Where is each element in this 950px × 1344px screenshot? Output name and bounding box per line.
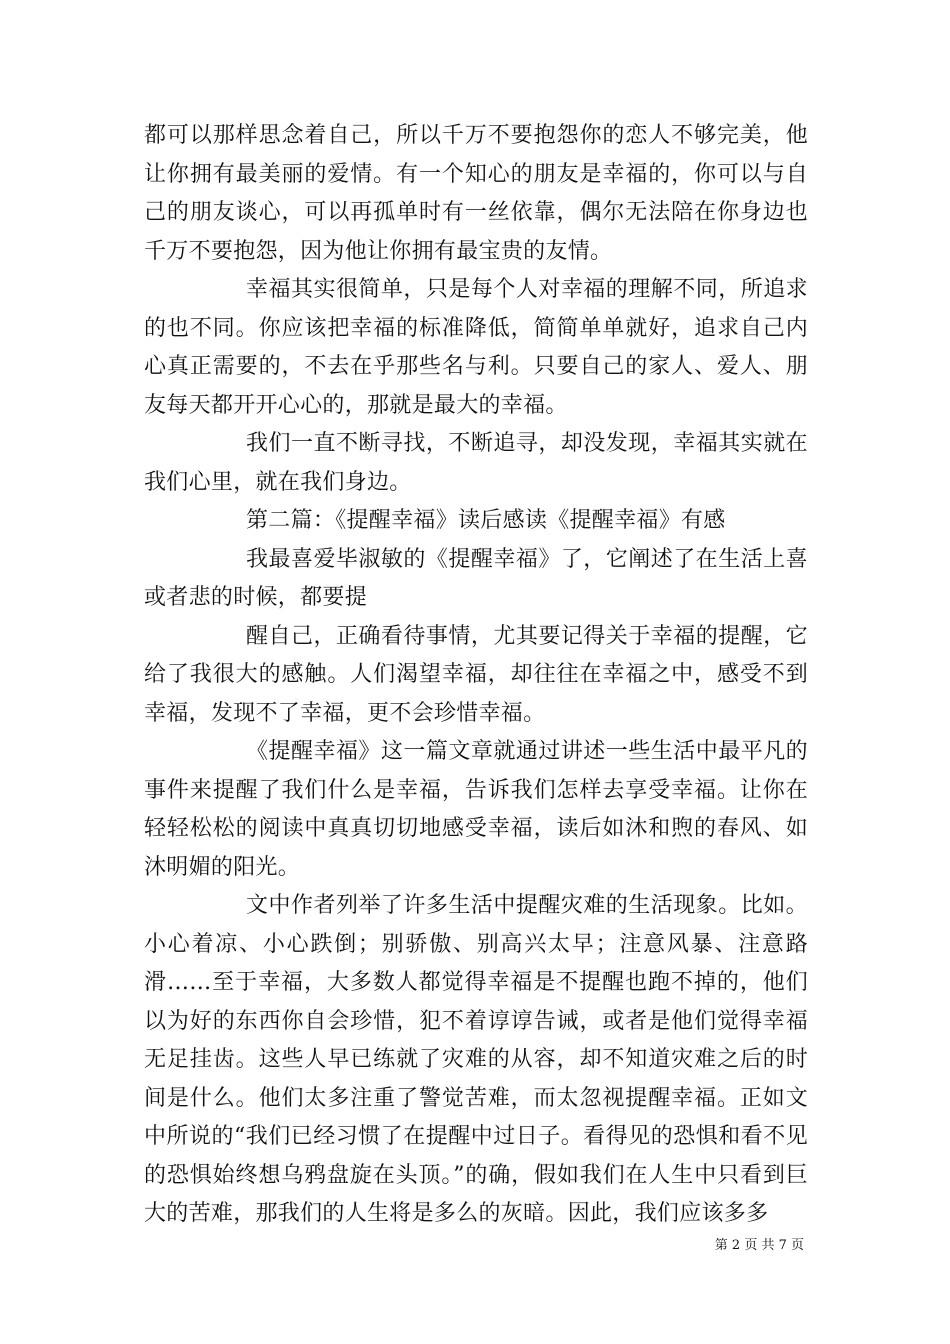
section-heading: 第二篇：《提醒幸福》读后感读《提醒幸福》有感 [246,508,726,533]
page-number-footer: 第 2 页 共 7 页 [714,1238,804,1253]
paragraph-5: 醒自己，正确看待事情，尤其要记得关于幸福的提醒，它给了我很大的感触。人们渴望幸福，却往往在幸福之中，感受不到幸福，发现不了幸福，更不会珍惜幸福。 [144,623,808,726]
paragraph-1: 都可以那样思念着自己，所以千万不要抱怨你的恋人不够完美，他让你拥有最美丽的爱情。有一个知心的朋友是幸福的，你可以与自己的朋友谈心，可以再孤单时有一丝依靠，偶尔无法陪在你身边也千万不要抱怨，因为他让你拥有最宝贵的友情。 [144,123,808,264]
paragraph-4: 我最喜爱毕淑敏的《提醒幸福》了，它阐述了在生活上喜或者悲的时候，都要提 [144,546,808,610]
document-body [144,117,808,1234]
paragraph-6: 《提醒幸福》这一篇文章就通过讲述一些生活中最平凡的事件来提醒了我们什么是幸福，告诉我们怎样去享受幸福。让你在轻轻松松的阅读中真真切切地感受幸福，读后如沐和煦的春风、如沐明媚的阳光。 [144,739,808,880]
paragraph-7: 文中作者列举了许多生活中提醒灾难的生活现象。比如。小心着凉、小心跌倒；别骄傲、别高兴太早；注意风暴、注意路滑……至于幸福，大多数人都觉得幸福是不提醒也跑不掉的，他们以为好的东西你自会珍惜，犯不着谆谆告诫，或者是他们觉得幸福无足挂齿。这些人早已练就了灾难的从容，却不知道灾难之后的时间是什么。他们太多注重了警觉苦难，而太忽视提醒幸福。正如文中所说的“我们已经习惯了在提醒中过日子。看得见的恐惧和看不见的恐惧始终想乌鸦盘旋在头顶。”的确，假如我们在人生中只看到巨大的苦难，那我们的人生将是多么的灰暗。因此，我们应该多多 [144,893,808,1226]
paragraph-2: 幸福其实很简单，只是每个人对幸福的理解不同，所追求的也不同。你应该把幸福的标准降低，简简单单就好，追求自己内心真正需要的，不去在乎那些名与利。只要自己的家人、爱人、朋友每天都开开心心的，那就是最大的幸福。 [144,277,808,418]
paragraph-3: 我们一直不断寻找，不断追寻，却没发现，幸福其实就在我们心里，就在我们身边。 [144,431,808,495]
